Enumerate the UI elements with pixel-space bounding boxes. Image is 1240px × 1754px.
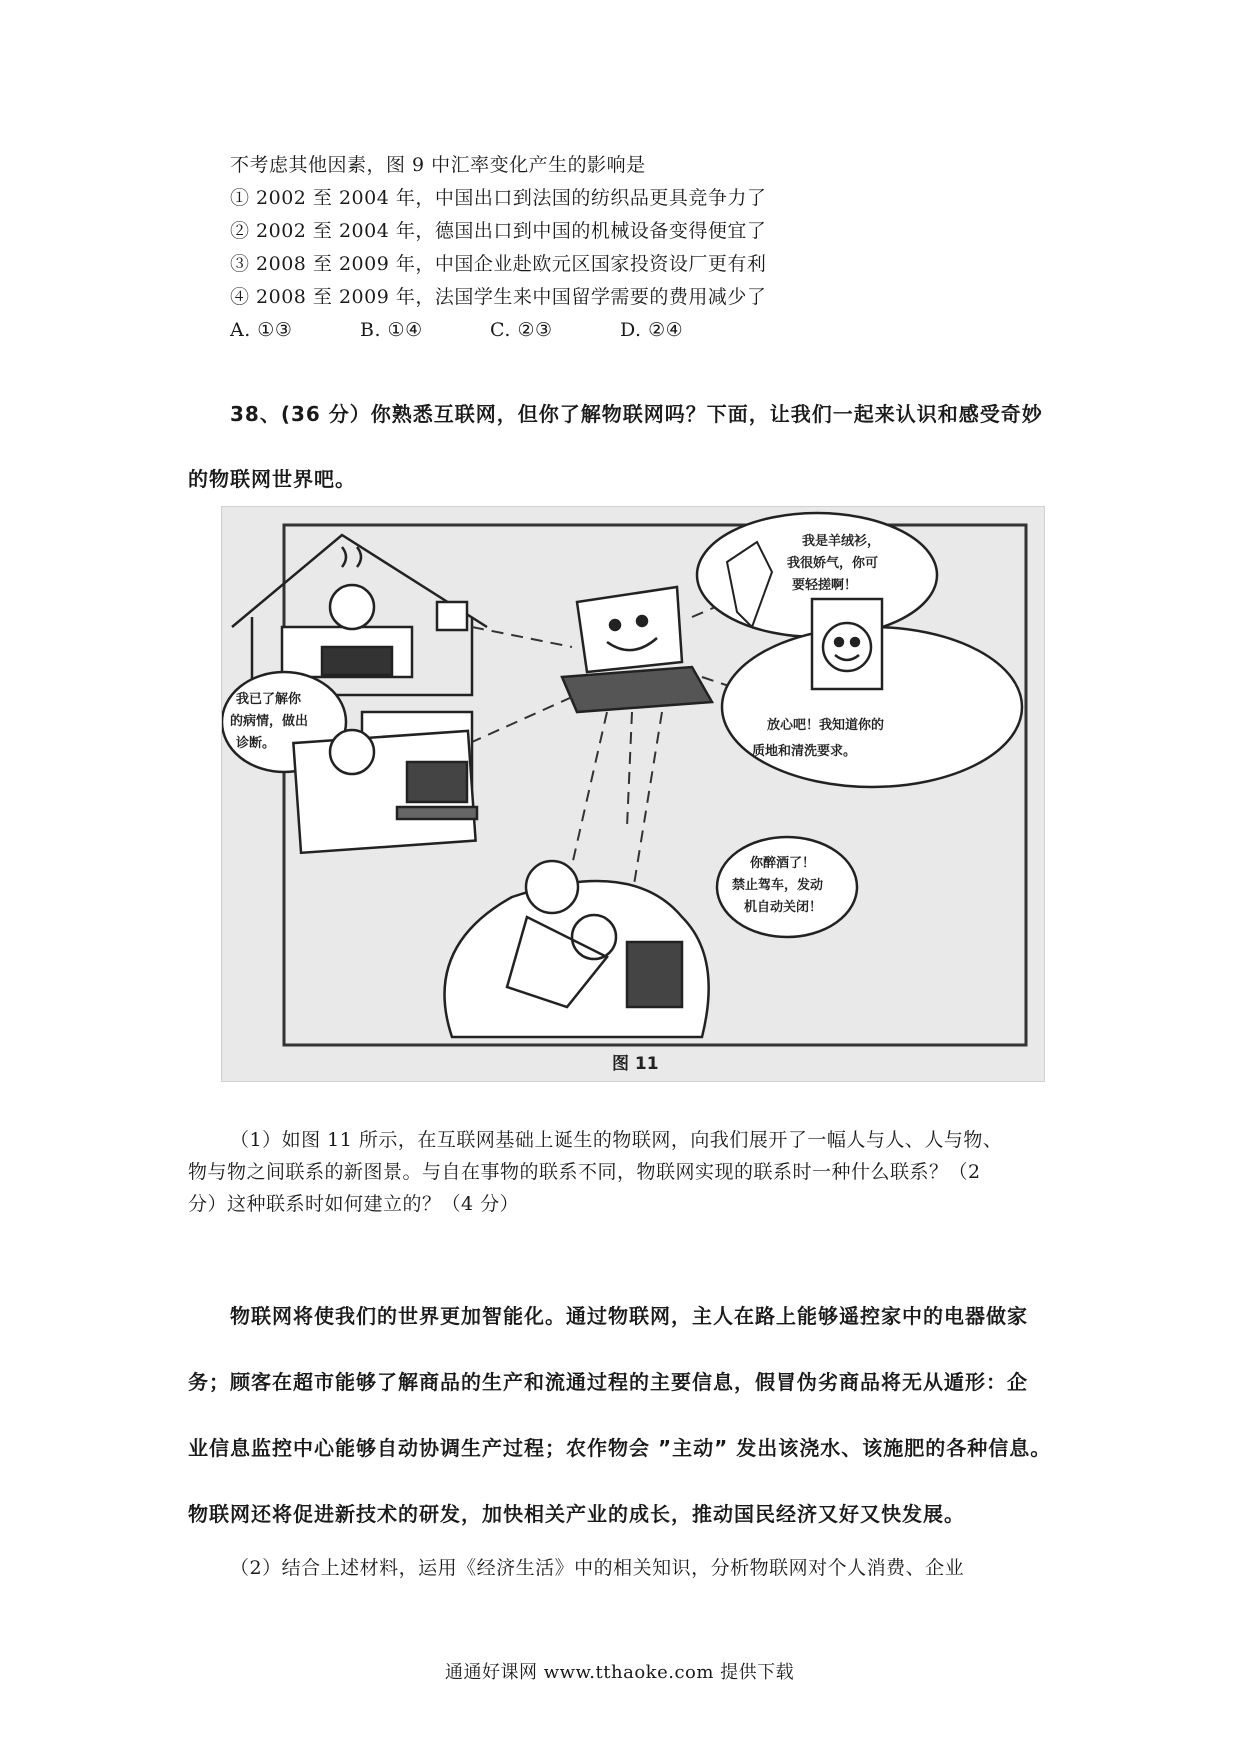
q37-option-c: C. ②③ bbox=[490, 319, 553, 341]
house-icon bbox=[232, 535, 487, 695]
bubble-doctor-line1: 我已了解你 bbox=[236, 692, 302, 707]
bubble-doctor-line3: 诊断。 bbox=[236, 736, 276, 751]
bubble-car-line1: 你醉酒了！ bbox=[750, 856, 816, 871]
bubble-car-line3: 机自动关闭！ bbox=[744, 900, 823, 915]
q37-stem: 不考虑其他因素，图 9 中汇率变化产生的影响是 bbox=[230, 154, 646, 176]
bubble-sweater-line3: 要轻搓啊！ bbox=[792, 578, 858, 593]
bubble-car-line2: 禁止驾车，发动 bbox=[732, 878, 824, 893]
bubble-washer-line2: 质地和清洗要求。 bbox=[752, 744, 857, 759]
q38-part1-line1: （1）如图 11 所示，在互联网基础上诞生的物联网，向我们展开了一幅人与人、人与物、 bbox=[230, 1129, 1003, 1151]
q38-material-line1: 物联网将使我们的世界更加智能化。通过物联网，主人在路上能够遥控家中的电器做家 bbox=[230, 1304, 1028, 1328]
figure-caption: 图 11 bbox=[612, 1054, 659, 1074]
q38-part2-line1: （2）结合上述材料，运用《经济生活》中的相关知识，分析物联网对个人消费、企业 bbox=[230, 1557, 965, 1579]
bubble-doctor-line2: 的病情，做出 bbox=[230, 714, 309, 729]
q38-material-line3: 业信息监控中心能够自动协调生产过程；农作物会 ”主动” 发出该浇水、该施肥的各种信息。 bbox=[188, 1436, 1052, 1460]
q38-intro-line1: 38、(36 分）你熟悉互联网，但你了解物联网吗？下面，让我们一起来认识和感受奇妙 bbox=[230, 402, 1043, 426]
q37-item-2: ② 2002 至 2004 年，德国出口到中国的机械设备变得便宜了 bbox=[230, 220, 767, 242]
figure-11-drawing bbox=[222, 507, 1044, 1081]
bubble-sweater-line1: 我是羊绒衫， bbox=[802, 534, 881, 549]
q37-option-b: B. ①④ bbox=[360, 319, 423, 341]
car-bubble bbox=[445, 837, 858, 1037]
q38-part1-line2: 物与物之间联系的新图景。与自在事物的联系不同，物联网实现的联系时一种什么联系？（2 bbox=[188, 1161, 981, 1183]
bubble-sweater-line2: 我很娇气，你可 bbox=[787, 556, 879, 571]
page-footer: 通通好课网 www.tthaoke.com 提供下载 bbox=[445, 1662, 795, 1683]
q38-material-line2: 务；顾客在超市能够了解商品的生产和流通过程的主要信息，假冒伪劣商品将无从遁形：企 bbox=[188, 1370, 1028, 1394]
q37-option-d: D. ②④ bbox=[620, 319, 684, 341]
figure-11-illustration bbox=[221, 506, 1045, 1082]
washing-machine-icon bbox=[812, 599, 882, 689]
q38-material-line4: 物联网还将促进新技术的研发，加快相关产业的成长，推动国民经济又好又快发展。 bbox=[188, 1502, 965, 1526]
q37-item-1: ① 2002 至 2004 年，中国出口到法国的纺织品更具竞争力了 bbox=[230, 187, 767, 209]
bubble-washer-line1: 放心吧！我知道你的 bbox=[767, 718, 885, 733]
q37-options bbox=[230, 318, 683, 342]
laptop-icon bbox=[562, 587, 712, 712]
q37-item-3: ③ 2008 至 2009 年，中国企业赴欧元区国家投资设厂更有利 bbox=[230, 253, 767, 275]
q37-item-4: ④ 2008 至 2009 年，法国学生来中国留学需要的费用减少了 bbox=[230, 286, 767, 308]
q38-part1-line3: 分）这种联系时如何建立的？（4 分） bbox=[188, 1193, 520, 1215]
q38-intro-line2: 的物联网世界吧。 bbox=[188, 467, 356, 491]
q37-option-a: A. ①③ bbox=[230, 319, 293, 341]
